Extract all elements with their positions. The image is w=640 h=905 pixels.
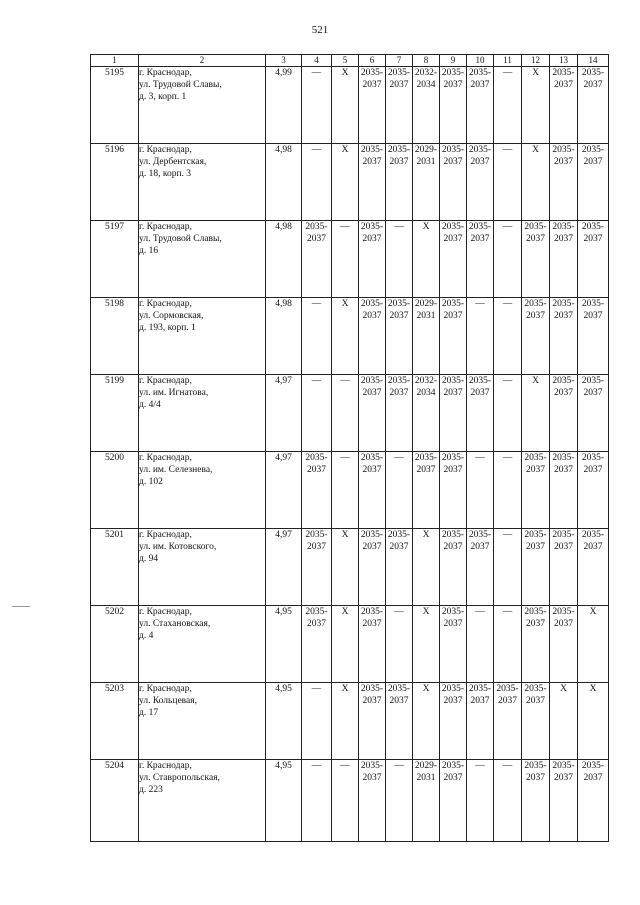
record-number: 5199	[91, 375, 139, 452]
header-row	[91, 55, 609, 67]
period-cell-col-7: —	[386, 221, 413, 298]
address-line: г. Краснодар,	[139, 68, 192, 78]
period-cell-col-14: 2035-2037	[578, 375, 609, 452]
period-cell-col-8: 2035-2037	[413, 452, 440, 529]
period-cell-col-4: 2035-2037	[302, 529, 332, 606]
period-cell-col-4: 2035-2037	[302, 606, 332, 683]
period-cell-col-5: X	[332, 144, 359, 221]
table-body	[91, 67, 609, 842]
address-line: г. Краснодар,	[139, 684, 192, 694]
period-cell-col-14: 2035-2037	[578, 529, 609, 606]
period-cell-col-4: —	[302, 67, 332, 144]
area-value: 4,98	[266, 144, 302, 221]
period-cell-col-10: 2035-2037	[467, 67, 494, 144]
period-cell-col-10: —	[467, 452, 494, 529]
record-number: 5201	[91, 529, 139, 606]
period-cell-col-4: —	[302, 298, 332, 375]
address-line: д. 223	[139, 785, 163, 795]
column-header-5: 5	[332, 55, 359, 67]
period-cell-col-12: X	[522, 375, 550, 452]
period-cell-col-8: X	[413, 221, 440, 298]
period-cell-col-6: 2035-2037	[359, 144, 386, 221]
period-cell-col-5: X	[332, 606, 359, 683]
column-header-2: 2	[139, 55, 266, 67]
period-cell-col-8: X	[413, 606, 440, 683]
period-cell-col-8: 2032-2034	[413, 67, 440, 144]
area-value: 4,97	[266, 375, 302, 452]
address-line: г. Краснодар,	[139, 222, 192, 232]
area-value: 4,95	[266, 760, 302, 842]
period-cell-col-5: —	[332, 760, 359, 842]
period-cell-col-5: X	[332, 298, 359, 375]
area-value: 4,95	[266, 683, 302, 760]
address-line: ул. Ставропольская,	[139, 773, 220, 783]
address-line: д. 193, корп. 1	[139, 323, 196, 333]
period-cell-col-4: —	[302, 760, 332, 842]
period-cell-col-9: 2035-2037	[440, 375, 467, 452]
column-header-6: 6	[359, 55, 386, 67]
address-line: ул. им. Игнатова,	[139, 388, 209, 398]
address-line: д. 102	[139, 477, 163, 487]
period-cell-col-14: 2035-2037	[578, 760, 609, 842]
period-cell-col-14: 2035-2037	[578, 221, 609, 298]
period-cell-col-10: 2035-2037	[467, 144, 494, 221]
column-header-3: 3	[266, 55, 302, 67]
period-cell-col-14: 2035-2037	[578, 67, 609, 144]
address-cell	[139, 606, 266, 683]
period-cell-col-11: —	[494, 375, 522, 452]
column-header-1: 1	[91, 55, 139, 67]
address-line: д. 16	[139, 246, 159, 256]
period-cell-col-8: X	[413, 683, 440, 760]
period-cell-col-14: 2035-2037	[578, 144, 609, 221]
period-cell-col-5: X	[332, 683, 359, 760]
period-cell-col-10: 2035-2037	[467, 221, 494, 298]
period-cell-col-11: —	[494, 452, 522, 529]
period-cell-col-6: 2035-2037	[359, 683, 386, 760]
address-line: д. 4/4	[139, 400, 161, 410]
period-cell-col-13: 2035-2037	[550, 298, 578, 375]
period-cell-col-10: 2035-2037	[467, 683, 494, 760]
period-cell-col-7: 2035-2037	[386, 683, 413, 760]
period-cell-col-12: 2035-2037	[522, 606, 550, 683]
period-cell-col-7: 2035-2037	[386, 298, 413, 375]
period-cell-col-13: 2035-2037	[550, 452, 578, 529]
period-cell-col-4: 2035-2037	[302, 221, 332, 298]
address-line: д. 17	[139, 708, 159, 718]
address-cell	[139, 375, 266, 452]
period-cell-col-5: X	[332, 67, 359, 144]
address-cell	[139, 529, 266, 606]
period-cell-col-11: —	[494, 221, 522, 298]
address-cell	[139, 760, 266, 842]
period-cell-col-13: X	[550, 683, 578, 760]
record-number: 5200	[91, 452, 139, 529]
period-cell-col-11: —	[494, 298, 522, 375]
column-header-4: 4	[302, 55, 332, 67]
address-cell	[139, 683, 266, 760]
record-number: 5204	[91, 760, 139, 842]
address-line: г. Краснодар,	[139, 145, 192, 155]
area-value: 4,95	[266, 606, 302, 683]
period-cell-col-6: 2035-2037	[359, 67, 386, 144]
table-row	[91, 760, 609, 842]
period-cell-col-6: 2035-2037	[359, 760, 386, 842]
address-line: ул. им. Котовского,	[139, 542, 217, 552]
period-cell-col-4: —	[302, 683, 332, 760]
period-cell-col-14: 2035-2037	[578, 298, 609, 375]
address-line: г. Краснодар,	[139, 376, 192, 386]
area-value: 4,99	[266, 67, 302, 144]
column-header-13: 13	[550, 55, 578, 67]
period-cell-col-8: 2032-2034	[413, 375, 440, 452]
period-cell-col-5: —	[332, 375, 359, 452]
period-cell-col-13: 2035-2037	[550, 67, 578, 144]
period-cell-col-10: 2035-2037	[467, 375, 494, 452]
period-cell-col-12: 2035-2037	[522, 452, 550, 529]
period-cell-col-14: X	[578, 683, 609, 760]
period-cell-col-10: —	[467, 760, 494, 842]
address-cell	[139, 298, 266, 375]
area-value: 4,98	[266, 221, 302, 298]
period-cell-col-10: —	[467, 298, 494, 375]
address-cell	[139, 67, 266, 144]
table-row	[91, 683, 609, 760]
period-cell-col-8: 2029-2031	[413, 760, 440, 842]
address-line: ул. Кольцевая,	[139, 696, 198, 706]
table-row	[91, 298, 609, 375]
table-row	[91, 606, 609, 683]
period-cell-col-12: 2035-2037	[522, 760, 550, 842]
address-line: ул. Трудовой Славы,	[139, 80, 222, 90]
period-cell-col-10: 2035-2037	[467, 529, 494, 606]
record-number: 5198	[91, 298, 139, 375]
period-cell-col-9: 2035-2037	[440, 452, 467, 529]
address-cell	[139, 221, 266, 298]
column-header-10: 10	[467, 55, 494, 67]
period-cell-col-13: 2035-2037	[550, 144, 578, 221]
period-cell-col-8: 2029-2031	[413, 144, 440, 221]
period-cell-col-11: —	[494, 606, 522, 683]
period-cell-col-9: 2035-2037	[440, 760, 467, 842]
address-line: ул. Сормовская,	[139, 311, 204, 321]
period-cell-col-14: 2035-2037	[578, 452, 609, 529]
period-cell-col-6: 2035-2037	[359, 375, 386, 452]
period-cell-col-8: X	[413, 529, 440, 606]
register-table	[90, 54, 609, 842]
address-line: д. 94	[139, 554, 159, 564]
period-cell-col-5: —	[332, 452, 359, 529]
period-cell-col-9: 2035-2037	[440, 529, 467, 606]
address-line: ул. Стахановская,	[139, 619, 211, 629]
period-cell-col-6: 2035-2037	[359, 221, 386, 298]
period-cell-col-9: 2035-2037	[440, 144, 467, 221]
period-cell-col-13: 2035-2037	[550, 221, 578, 298]
period-cell-col-6: 2035-2037	[359, 298, 386, 375]
period-cell-col-12: X	[522, 67, 550, 144]
period-cell-col-6: 2035-2037	[359, 452, 386, 529]
period-cell-col-11: —	[494, 760, 522, 842]
period-cell-col-9: 2035-2037	[440, 221, 467, 298]
period-cell-col-11: —	[494, 144, 522, 221]
period-cell-col-11: 2035-2037	[494, 683, 522, 760]
period-cell-col-7: —	[386, 452, 413, 529]
area-value: 4,98	[266, 298, 302, 375]
period-cell-col-12: 2035-2037	[522, 683, 550, 760]
address-line: г. Краснодар,	[139, 607, 192, 617]
record-number: 5196	[91, 144, 139, 221]
period-cell-col-10: —	[467, 606, 494, 683]
period-cell-col-9: 2035-2037	[440, 606, 467, 683]
table-row	[91, 221, 609, 298]
period-cell-col-12: 2035-2037	[522, 298, 550, 375]
table-row	[91, 375, 609, 452]
period-cell-col-6: 2035-2037	[359, 606, 386, 683]
address-cell	[139, 452, 266, 529]
period-cell-col-7: —	[386, 760, 413, 842]
column-header-8: 8	[413, 55, 440, 67]
period-cell-col-12: 2035-2037	[522, 529, 550, 606]
column-header-14: 14	[578, 55, 609, 67]
period-cell-col-4: —	[302, 144, 332, 221]
area-value: 4,97	[266, 529, 302, 606]
period-cell-col-4: —	[302, 375, 332, 452]
address-line: д. 18, корп. 3	[139, 169, 192, 179]
area-value: 4,97	[266, 452, 302, 529]
period-cell-col-13: 2035-2037	[550, 375, 578, 452]
period-cell-col-13: 2035-2037	[550, 529, 578, 606]
page-number: 521	[311, 24, 329, 36]
period-cell-col-9: 2035-2037	[440, 67, 467, 144]
period-cell-col-5: X	[332, 529, 359, 606]
period-cell-col-7: 2035-2037	[386, 67, 413, 144]
table-row	[91, 67, 609, 144]
table-row	[91, 452, 609, 529]
column-header-12: 12	[522, 55, 550, 67]
margin-mark	[12, 606, 30, 607]
period-cell-col-4: 2035-2037	[302, 452, 332, 529]
address-cell	[139, 144, 266, 221]
period-cell-col-7: —	[386, 606, 413, 683]
period-cell-col-12: 2035-2037	[522, 221, 550, 298]
address-line: г. Краснодар,	[139, 299, 192, 309]
address-line: г. Краснодар,	[139, 530, 192, 540]
period-cell-col-7: 2035-2037	[386, 144, 413, 221]
address-line: г. Краснодар,	[139, 761, 192, 771]
period-cell-col-9: 2035-2037	[440, 683, 467, 760]
address-line: г. Краснодар,	[139, 453, 192, 463]
column-header-7: 7	[386, 55, 413, 67]
period-cell-col-5: —	[332, 221, 359, 298]
record-number: 5195	[91, 67, 139, 144]
address-line: д. 3, корп. 1	[139, 92, 187, 102]
period-cell-col-7: 2035-2037	[386, 375, 413, 452]
period-cell-col-12: X	[522, 144, 550, 221]
period-cell-col-11: —	[494, 529, 522, 606]
record-number: 5202	[91, 606, 139, 683]
period-cell-col-6: 2035-2037	[359, 529, 386, 606]
record-number: 5197	[91, 221, 139, 298]
address-line: ул. им. Селезнева,	[139, 465, 213, 475]
address-line: ул. Трудовой Славы,	[139, 234, 222, 244]
period-cell-col-8: 2029-2031	[413, 298, 440, 375]
period-cell-col-13: 2035-2037	[550, 606, 578, 683]
column-header-9: 9	[440, 55, 467, 67]
record-number: 5203	[91, 683, 139, 760]
period-cell-col-7: 2035-2037	[386, 529, 413, 606]
period-cell-col-11: —	[494, 67, 522, 144]
period-cell-col-14: X	[578, 606, 609, 683]
column-header-11: 11	[494, 55, 522, 67]
table-row	[91, 144, 609, 221]
address-line: д. 4	[139, 631, 154, 641]
address-line: ул. Дербентская,	[139, 157, 207, 167]
period-cell-col-9: 2035-2037	[440, 298, 467, 375]
table-row	[91, 529, 609, 606]
period-cell-col-13: 2035-2037	[550, 760, 578, 842]
